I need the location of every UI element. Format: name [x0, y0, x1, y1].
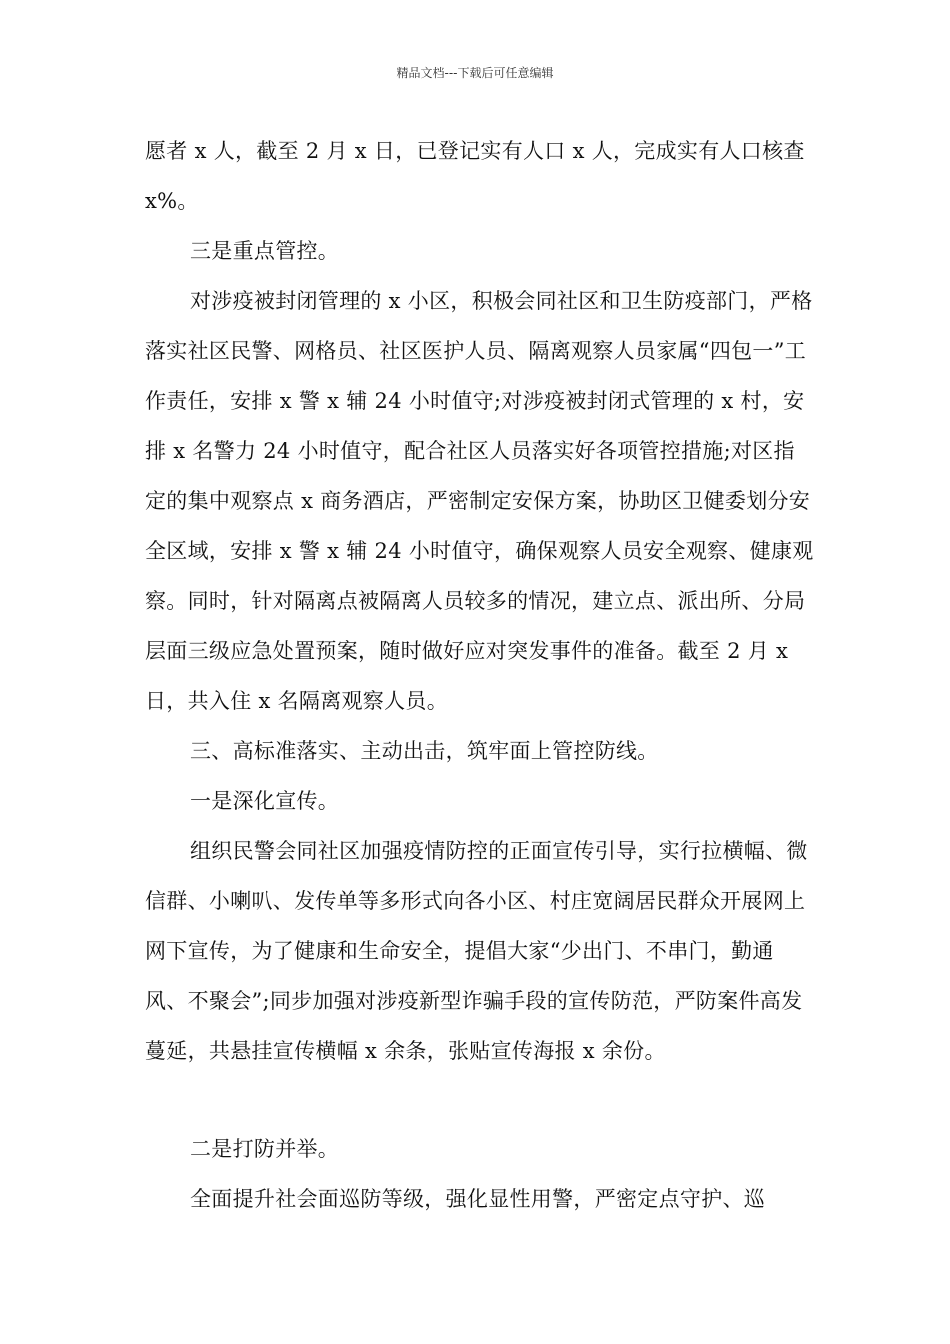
paragraph-gap [145, 1076, 815, 1124]
paragraph-prevention: 全面提升社会面巡防等级，强化显性用警，严密定点守护、巡 [190, 1187, 766, 1211]
paragraph-publicity: 组织民警会同社区加强疫情防控的正面宣传引导，实行拉横幅、微信群、小喇叭、发传单等多形式向各小区、村庄宽阔居民群众开展网上网下宣传，为了健康和生命安全，提倡大家“少出门、不串门，勤通风、不聚会”;同步加强对涉疫新型诈骗手段的宣传防范，严防案件高发蔓延，共悬挂宣传横幅 x 余条，张贴宣传海报 x 余份。 [145, 839, 808, 1063]
paragraph-continuation: 愿者 x 人，截至 2 月 x 日，已登记实有人口 x 人，完成实有人口核查 x%。 [145, 139, 805, 213]
section-heading-3: 三、高标准落实、主动出击，筑牢面上管控防线。 [190, 739, 659, 763]
document-body [145, 126, 815, 1224]
paragraph-key-control: 对涉疫被封闭管理的 x 小区，积极会同社区和卫生防疫部门，严格落实社区民警、网格员、社区医护人员、隔离观察人员家属“四包一”工作责任，安排 x 警 x 辅 24 小时值守;对涉疫被封闭式管理的 x 村，安排 x 名警力 24 小时值守，配合社区人员落实好各项管控措施;对区指定的集中观察点 x 商务酒店，严密制定安保方案，协助区卫健委划分安全区域，安排 x 警 x 辅 24 小时值守，确保观察人员安全观察、健康观察。同时，针对隔离点被隔离人员较多的情况，建立点、派出所、分局层面三级应急处置预案，随时做好应对突发事件的准备。截至 2 月 x 日，共入住 x 名隔离观察人员。 [145, 289, 814, 713]
subheading-prevention: 二是打防并举。 [190, 1137, 340, 1161]
subheading-key-control: 三是重点管控。 [190, 239, 340, 263]
subheading-publicity: 一是深化宣传。 [190, 789, 340, 813]
page-header: 精品文档---下载后可任意编辑 [396, 66, 554, 80]
